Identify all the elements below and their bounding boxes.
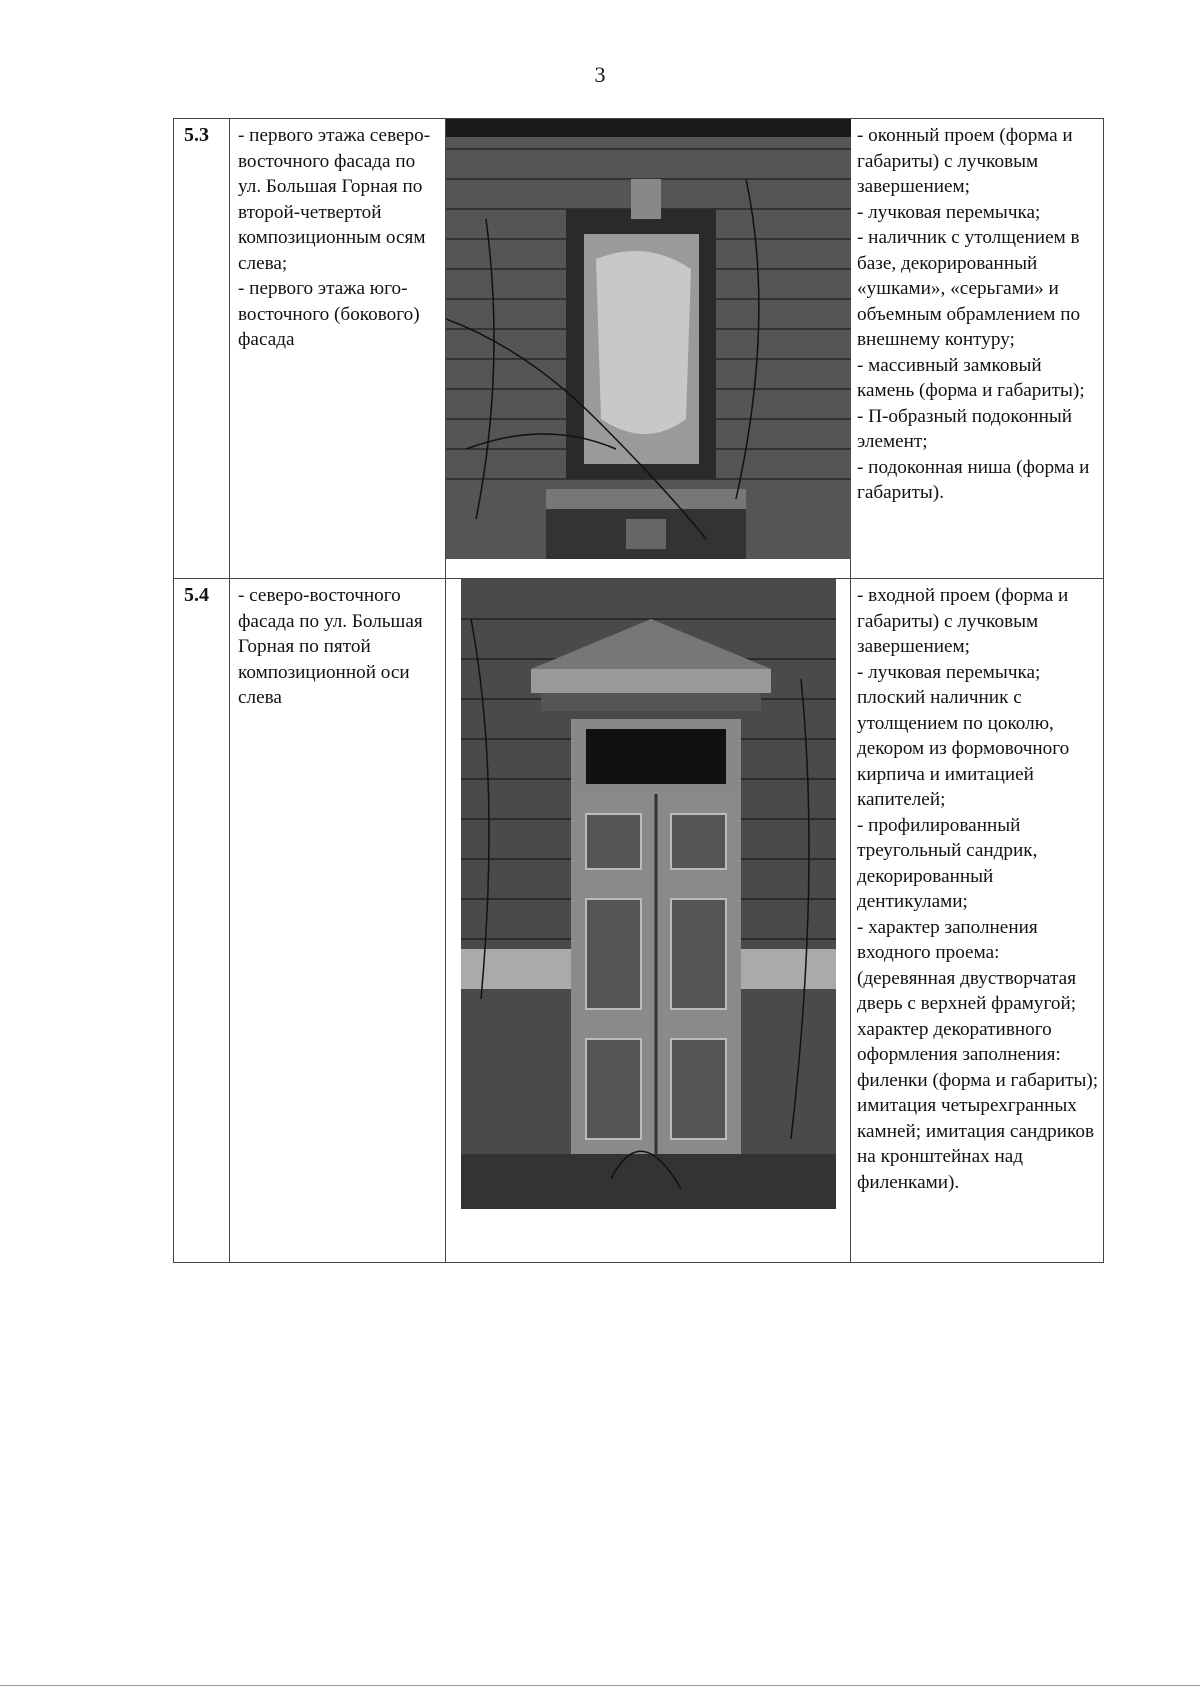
location-text: - первого этажа северо- восточного фасада по ул. Большая Горная по второй-четвертой композиционным осям слева; - первого этажа юго- восточного (бокового) фасада bbox=[238, 125, 431, 350]
elements-text: - входной проем (форма и габариты) с лучковым завершением; - лучковая перемычка; плоский наличник с утолщением по цоколю, декором из формовочного кирпича и имитацией капителей; - профилированный треугольный сандрик, декорированный дентикулами; - характер заполнения входного проема: (деревянная двустворчатая дверь с верхней фрамугой; характер декоративного оформления заполнения: филенки (форма и габариты); имитация четырехгранных камней; имитация сандриков на кронштейнах над филенками). bbox=[857, 585, 1099, 1193]
photo-cell bbox=[446, 119, 851, 579]
row-number-cell bbox=[174, 579, 230, 1263]
row-number: 5.4 bbox=[184, 584, 209, 606]
elements-text: - оконный проем (форма и габариты) с лучковым завершением; - лучковая перемычка; - наличник с утолщением в базе, декорированный «ушками», «серьгами» и объемным обрамлением по внешнему контуру; - массивный замковый камень (форма и габариты); - П-образный подоконный элемент; - подоконная ниша (форма и габариты). bbox=[857, 125, 1090, 503]
location-text: - северо-восточного фасада по ул. Большая Горная по пятой композиционной оси слева bbox=[238, 585, 423, 708]
elements-cell bbox=[851, 579, 1104, 1263]
page-number: 3 bbox=[594, 62, 606, 87]
row-number-cell bbox=[174, 119, 230, 579]
elements-cell bbox=[851, 119, 1104, 579]
window-photo-icon bbox=[446, 119, 851, 559]
location-cell bbox=[230, 119, 446, 579]
door-photo-icon bbox=[461, 579, 836, 1209]
table-row bbox=[174, 579, 1104, 1263]
photo-cell bbox=[446, 579, 851, 1263]
row-number: 5.3 bbox=[184, 124, 209, 146]
page-bottom-rule bbox=[0, 1685, 1200, 1686]
table-row bbox=[174, 119, 1104, 579]
heritage-elements-table bbox=[173, 118, 1104, 1263]
location-cell bbox=[230, 579, 446, 1263]
